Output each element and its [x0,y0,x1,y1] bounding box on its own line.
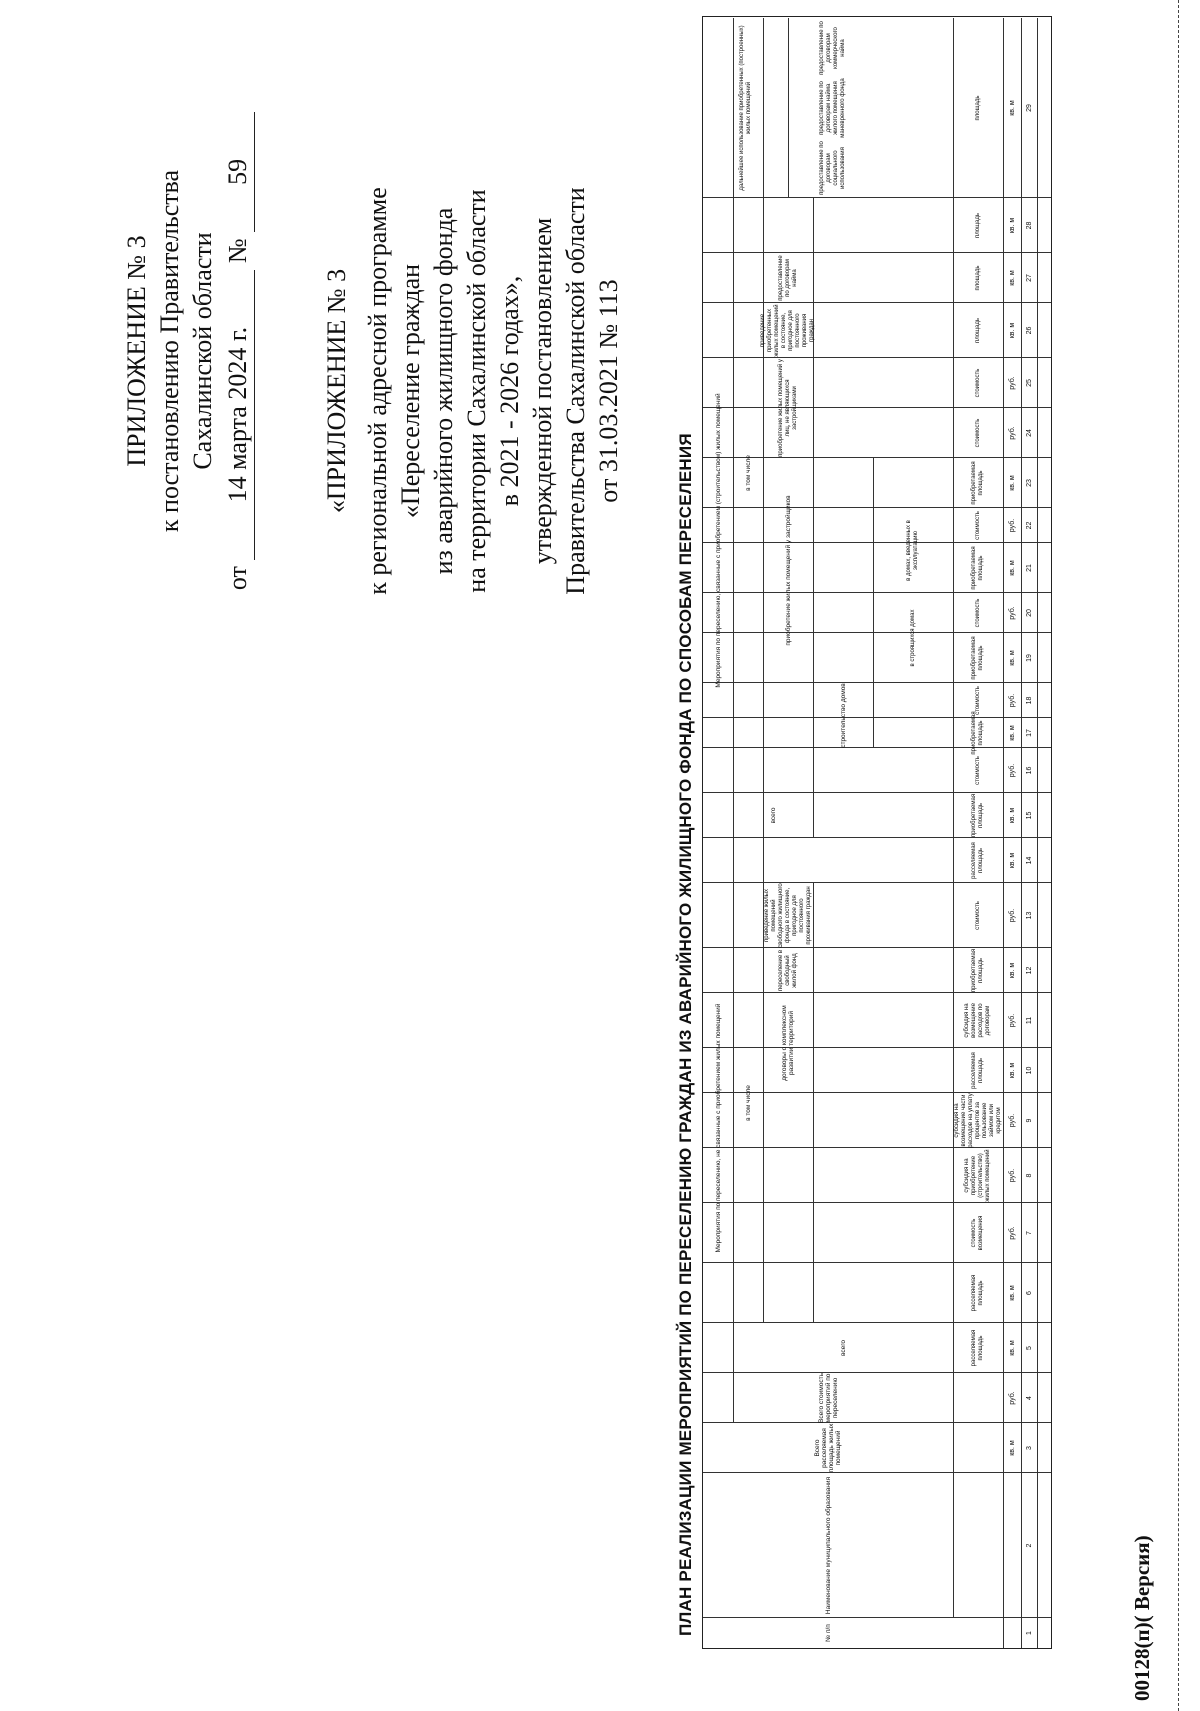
unit-cell: руб. [1008,908,1016,923]
column-label: площадь [974,317,981,344]
column-number: 15 [1025,811,1033,820]
header-line-3: Сахалинской области [188,232,217,470]
group1-contracts: договоры о комплексном развитии территорий [781,1005,795,1081]
column-number: 2 [1025,1543,1033,1548]
number-sign: № [223,238,252,264]
header-name: Наименование муниципального образования [824,1476,832,1615]
cut-line [1178,0,1179,1711]
column-number: 12 [1025,966,1033,975]
column-number: 4 [1025,1396,1033,1400]
appendix-line-6: в 2021 - 2026 годах», [495,275,524,507]
column-number: 23 [1025,479,1033,487]
column-number: 5 [1025,1346,1033,1350]
header-date-line [221,51,255,651]
group1-move: переселение в свободный жилой фонд [777,949,798,992]
column-number: 10 [1025,1066,1033,1075]
column-number: 1 [1025,1631,1033,1635]
unit-cell: кв. м [1008,650,1016,666]
column-number: 26 [1025,326,1033,335]
column-label: площадь [974,95,981,121]
group1-bring: приведение жилых помещений свободного жилищного фонда в состояние, пригодное для постоянного проживания граждан [763,883,812,948]
unit-cell: кв. м [1008,725,1016,741]
group2-buy-exist: в домах, введенных в эксплуатацию [906,520,919,581]
column-label: приобретаемая площадь [971,793,984,838]
date-prefix: от [223,566,252,591]
appendix-line-9: от 31.03.2021 № 113 [594,279,623,503]
unit-cell: кв. м [1008,270,1016,286]
column-label: стоимость [974,756,981,785]
column-number: 13 [1025,911,1033,920]
header-total-cost: Всего стоимость мероприятий по переселению [817,1373,839,1423]
column-label: приобретаемая площадь [971,948,984,993]
group2-build: строительство домов [839,683,847,748]
column-number: 20 [1025,609,1033,617]
unit-cell: руб. [1008,426,1016,440]
column-number: 7 [1025,1231,1033,1235]
column-label: приобретаемая площадь [971,711,984,755]
appendix-line-8: Правительства Сахалинской области [561,187,590,595]
column-label: площадь [974,265,981,291]
column-label: стоимость [974,418,981,448]
column-label: расселяемая площадь [971,1329,984,1367]
column-number: 21 [1025,564,1033,572]
unit-cell: руб. [1008,1113,1016,1128]
column-number: 29 [1025,104,1033,112]
unit-cell: кв. м [1008,807,1016,824]
column-number: 28 [1025,221,1033,230]
unit-cell: руб. [1008,1013,1016,1028]
group1-incl: в том числе [744,1085,752,1121]
column-label: субсидия на возмещение расходов по договорам [964,1003,991,1038]
column-label: стоимость возмещения [971,1215,984,1251]
group2-buy-nondev: приобретение жилых помещений у лиц, не являющихся застройщиками [777,359,798,457]
unit-cell: руб. [1008,518,1016,533]
column-label: расселяемая площадь [971,1052,984,1089]
group2-buy-dev: приобретение жилых помещений у застройщиков [784,495,792,646]
header-total-area: Всего расселяемая площадь жилых помещений [814,1423,842,1473]
column-number: 27 [1025,274,1033,282]
column-label: субсидия на возмещение части расходов на уплату процентов за пользование займом или кредитом [953,1093,1002,1148]
group3-social: предоставление по договорам социального использования [819,141,846,195]
group1-total: всего [839,1339,847,1357]
appendix-line-5: на территории Сахалинской области [462,189,491,593]
column-number: 25 [1025,379,1033,387]
column-number: 8 [1025,1173,1033,1178]
column-number: 14 [1025,856,1033,865]
group1-header: Мероприятия по переселению, не связанные с приобретением жилых помещений [714,1003,722,1253]
unit-cell: руб. [1008,606,1016,620]
column-label: приобретаемая площадь [971,546,984,590]
header-line-2: к постановлению Правительства [155,169,184,533]
column-number: 22 [1025,521,1033,530]
unit-cell: кв. м [1008,217,1016,234]
resettlement-plan-table [702,16,1052,1649]
unit-cell: кв. м [1008,852,1016,869]
appendix-line-7: утвержденной постановлением [528,217,557,565]
unit-cell: кв. м [1008,475,1016,491]
plan-title: ПЛАН РЕАЛИЗАЦИИ МЕРОПРИЯТИЙ ПО ПЕРЕСЕЛЕНИЮ ГРАЖДАН ИЗ АВАРИЙНОГО ЖИЛИЩНОГО ФОНДА ПО СПОСОБАМ ПЕРЕСЕЛЕНИЯ [676,433,695,1636]
unit-cell: кв. м [1008,560,1016,576]
unit-cell: кв. м [1008,1285,1016,1301]
unit-cell: руб. [1008,376,1016,390]
column-label: приобретаемая площадь [971,461,984,505]
column-number: 24 [1025,429,1033,437]
group2-header: Мероприятия по переселению, связанные с приобретением (строительством) жилых помещений [714,393,722,688]
unit-cell: кв. м [1008,322,1016,339]
column-label: стоимость [974,511,981,540]
header-no: № п/п [824,1624,832,1642]
unit-cell: руб. [1008,1226,1016,1240]
appendix-header [320,81,625,701]
unit-cell: руб. [1008,1391,1016,1405]
unit-cell: кв. м [1008,100,1016,116]
appendix-line-2: к региональной адресной программе [363,187,392,595]
group3-commercial: предоставление по договорам коммерческого найма [819,21,846,75]
column-label: приобретаемая площадь [971,636,984,680]
appendix-line-4: из аварийного жилищного фонда [429,207,458,575]
decree-header [120,51,255,651]
header-line-1: ПРИЛОЖЕНИЕ № 3 [122,235,151,467]
unit-cell: руб. [1008,763,1016,778]
column-label: субсидия на приобретение (строительство) жилых помещений [964,1149,991,1202]
column-label: стоимость [974,368,981,398]
unit-cell: кв. м [1008,1340,1016,1356]
group2-total: всего [769,807,777,824]
column-number: 9 [1025,1118,1033,1123]
unit-cell: кв. м [1008,1440,1016,1456]
group2-incl: в том числе [744,455,752,491]
column-number: 11 [1025,1016,1033,1025]
column-number: 3 [1025,1446,1033,1450]
column-number: 17 [1025,729,1033,737]
group3-free: предоставление по договорам найма жилого помещения маневренного фонда [819,78,846,138]
appendix-line-1: «ПРИЛОЖЕНИЕ № 3 [322,268,351,514]
column-label: стоимость [974,598,981,628]
column-number: 19 [1025,654,1033,662]
group3-header: дальнейшее использование приобретенных (построенных) жилых помещений [738,25,752,191]
column-number: 18 [1025,696,1033,705]
unit-cell: руб. [1008,1168,1016,1183]
number-value: 59 [221,112,255,232]
column-label: стоимость [974,901,981,930]
column-label: расселяемая площадь [971,842,984,879]
row-divider [813,883,814,1323]
version-footer: 00128(п)( Версия) [1130,1535,1154,1701]
appendix-line-3: «Переселение граждан [396,263,425,519]
column-number: 16 [1025,766,1033,775]
group2-lease: предоставление по договорам найма [777,255,798,301]
unit-cell: кв. м [1008,1062,1016,1079]
unit-cell: кв. м [1008,962,1016,979]
group2-bring: приведение приобретенных жилых помещений в состояние, пригодное для постоянного проживания граждан [760,304,815,357]
unit-cell: руб. [1008,693,1016,708]
date-value: 14 марта 2024 г. [221,270,255,560]
row-divider [1037,18,1038,1648]
column-number: 6 [1025,1291,1033,1295]
column-label: расселяемая площадь [971,1274,984,1312]
column-label: стоимость [974,686,981,715]
column-label: площадь [974,212,981,239]
group2-buy-constr: в строящихся домах [909,609,916,667]
